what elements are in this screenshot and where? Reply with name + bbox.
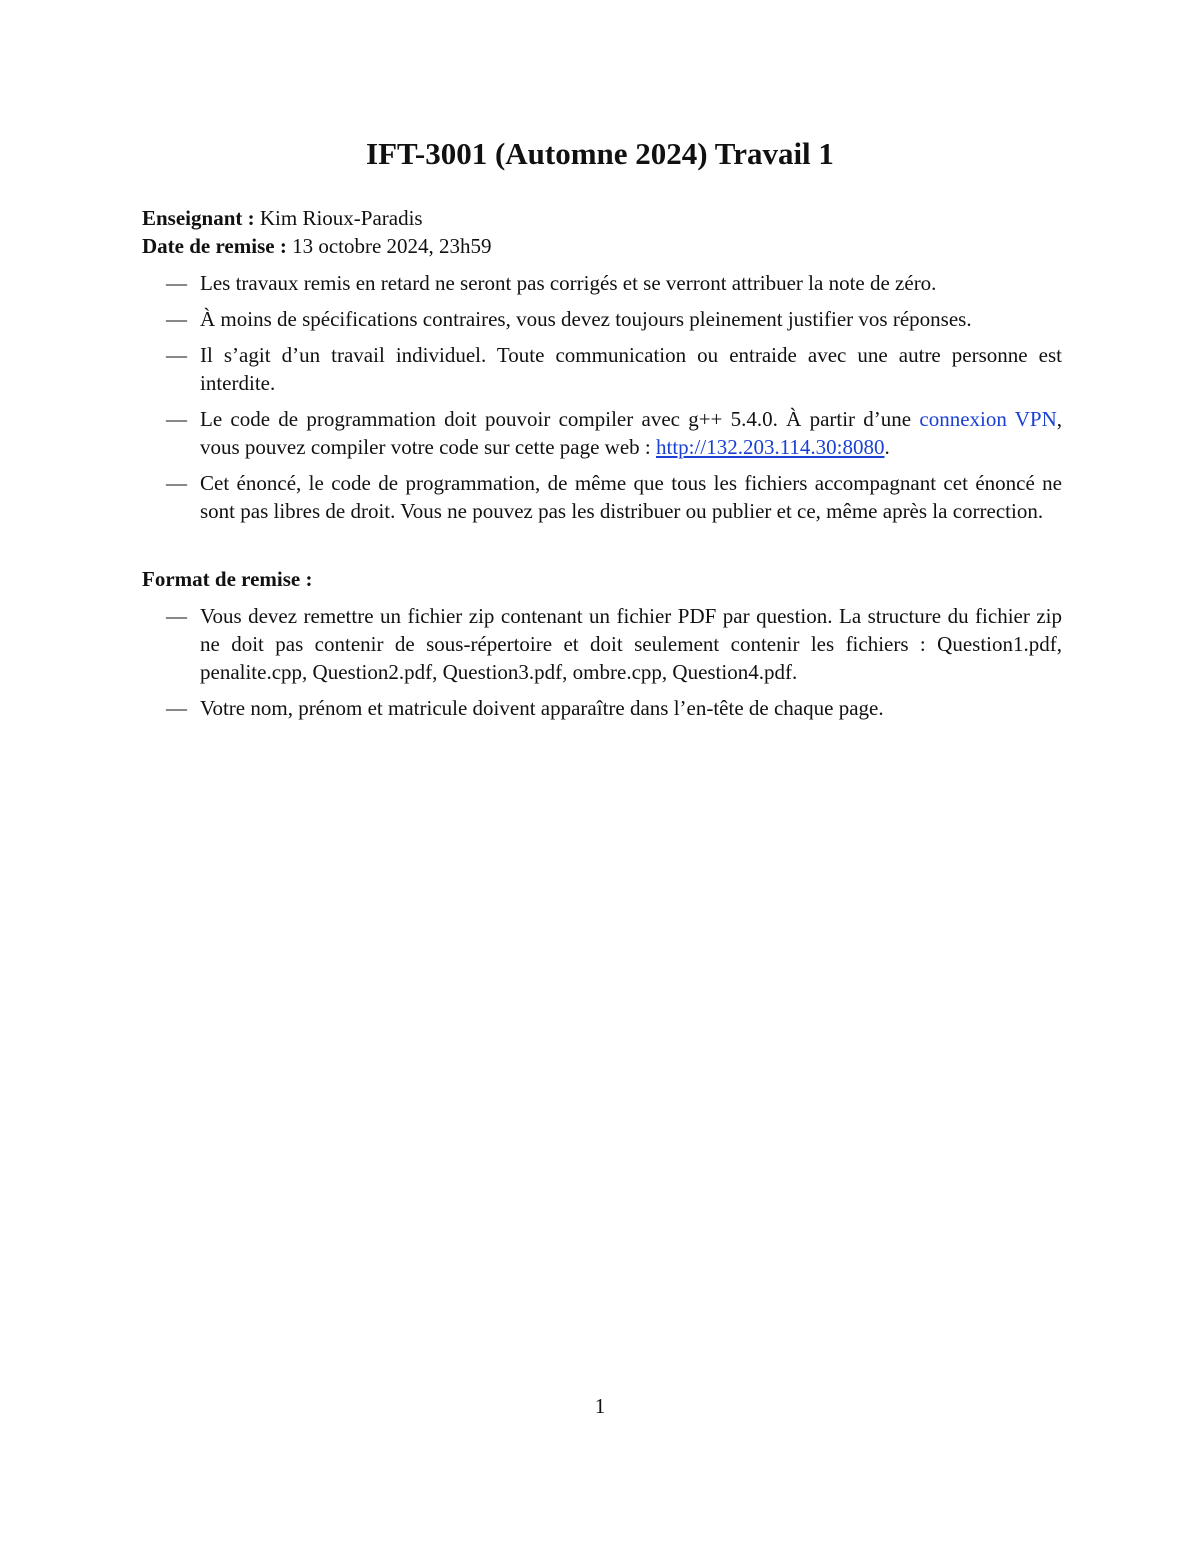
due-date-label: Date de remise : [142,234,287,258]
teacher-name: Kim Rioux-Paradis [259,206,423,230]
list-item [142,405,1062,461]
teacher-label: Enseignant : [142,206,255,230]
list-dash: — [166,696,187,720]
rule-late-submission: Les travaux remis en retard ne seront pas corrigés et se verront attribuer la note de zéro. [200,271,937,295]
vpn-link[interactable]: connexion VPN [919,407,1057,431]
list-dash: — [166,407,187,431]
document-meta [142,204,492,260]
format-header-instructions: Votre nom, prénom et matricule doivent apparaître dans l’en-tête de chaque page. [200,696,884,720]
due-date-value: 13 octobre 2024, 23h59 [292,234,492,258]
rule-copyright: Cet énoncé, le code de programmation, de même que tous les fichiers accompagnant cet énoncé ne sont pas libres de droit. Vous ne pouvez pas les distribuer ou publier et ce, même après la correction. [200,471,1062,523]
format-heading: Format de remise : [142,567,313,591]
list-dash: — [166,271,187,295]
teacher-line [142,204,492,232]
due-date-line [142,232,492,260]
list-item [142,341,1062,397]
page-title: IFT-3001 (Automne 2024) Travail 1 [366,136,834,171]
format-list [142,602,1062,730]
list-dash: — [166,343,187,367]
list-item [142,305,1062,333]
format-zip-instructions: Vous devez remettre un fichier zip contenant un fichier PDF par question. La structure du fichier zip ne doit pas contenir de sous-répertoire et doit seulement contenir les fichiers : Question1.pdf, penalite.cpp, Question2.pdf, Question3.pdf, ombre.cpp, Question4.pdf. [200,604,1062,684]
list-item [142,694,1062,722]
list-item [142,269,1062,297]
compiler-url-link[interactable]: http://132.203.114.30:8080 [656,435,885,459]
list-item [142,469,1062,525]
list-dash: — [166,604,187,628]
rule-compiler-text-1: Le code de programmation doit pouvoir compiler avec g++ 5.4.0. À partir d’une [200,407,920,431]
rule-justify-answers: À moins de spécifications contraires, vous devez toujours pleinement justifier vos réponses. [200,307,972,331]
rule-compiler-text-3: . [884,435,890,459]
page-number: 1 [594,1394,606,1418]
rule-individual-work: Il s’agit d’un travail individuel. Toute communication ou entraide avec une autre personne est interdite. [200,343,1062,395]
rule-compiler-text-2: , vous pouvez compiler votre code sur cette page web : [200,407,1062,459]
list-dash: — [166,471,187,495]
list-dash: — [166,307,187,331]
rules-list [142,269,1062,533]
list-item [142,602,1062,686]
